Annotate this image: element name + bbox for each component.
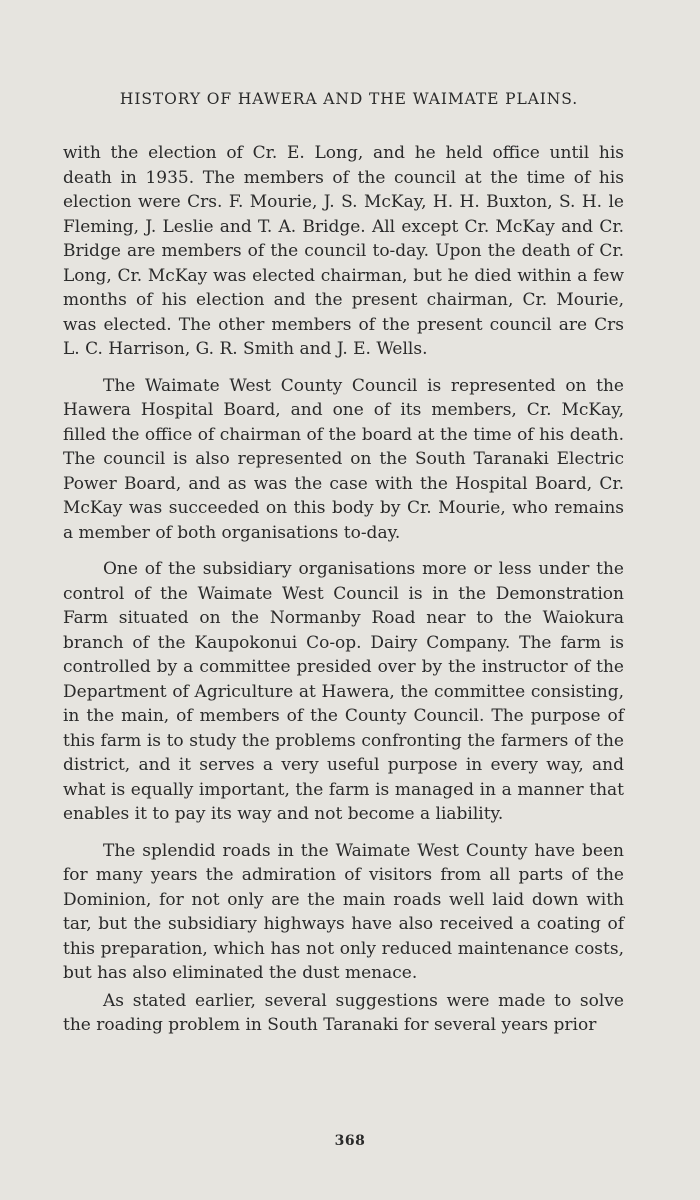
body-text xyxy=(63,141,624,1050)
paragraph-4: The splendid roads in the Waimate West County have been for many years the admiration of visitors from all parts of the Dominion, for not only are the main roads well laid down with tar, but the subsidiary highways have also received a coating of this preparation, which has not only reduced maintenance costs, but has also eliminated the dust menace. xyxy=(63,840,624,983)
running-header: HISTORY OF HAWERA AND THE WAIMATE PLAINS. xyxy=(119,90,579,108)
paragraph-2: The Waimate West County Council is represented on the Hawera Hospital Board, and one of its members, Cr. McKay, filled the office of chairman of the board at the time of his death. The council is also represented on the South Taranaki Electric Power Board, and as was the case with the Hospital Board, Cr. McKay was succeeded on this body by Cr. Mourie, who remains a member of both organisations to-day. xyxy=(63,375,624,543)
page-number: 368 xyxy=(334,1133,366,1149)
paragraph-1: with the election of Cr. E. Long, and he held office until his death in 1935. The members of the council at the time of his election were Crs. F. Mourie, J. S. McKay, H. H. Buxton, S. H. le Fleming, J. Leslie and T. A. Bridge. All except Cr. McKay and Cr. Bridge are members of the council to-day. Upon the death of Cr. Long, Cr. McKay was elected chairman, but he died within a few months of his election and the present chairman, Cr. Mourie, was elected. The other members of the present council are Crs L. C. Harrison, G. R. Smith and J. E. Wells. xyxy=(63,143,624,359)
paragraph-3: One of the subsidiary organisations more or less under the control of the Waimate West Council is in the Demonstration Farm situated on the Normanby Road near to the Waiokura branch of the Kaupokonui Co-op. Dairy Company. The farm is controlled by a committee presided over by the instructor of the Department of Agriculture at Hawera, the committee consisting, in the main, of members of the County Council. The purpose of this farm is to study the problems confronting the farmers of the district, and it serves a very useful purpose in every way, and what is equally important, the farm is managed in a manner that enables it to pay its way and not become a liability. xyxy=(63,559,624,824)
paragraph-5: As stated earlier, several suggestions were made to solve the roading problem in South Taranaki for several years prior xyxy=(63,990,624,1035)
